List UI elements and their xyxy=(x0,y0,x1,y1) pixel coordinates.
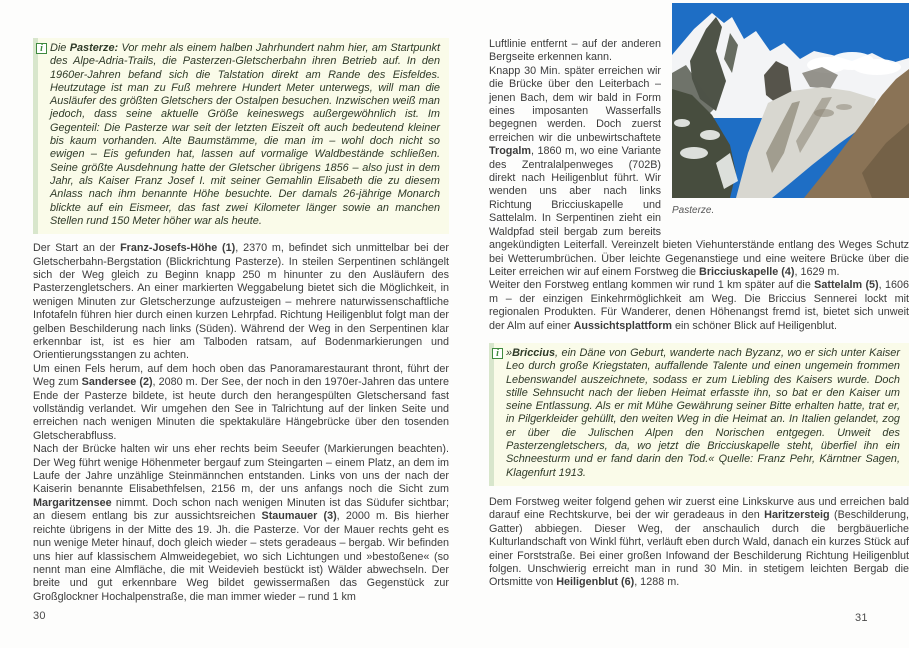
info-box-strip xyxy=(33,38,38,234)
pasterze-photo xyxy=(672,3,909,198)
page-number-left: 30 xyxy=(33,610,46,622)
paragraph-haritzersteig-heiligenblut: Dem Forstweg weiter folgend gehen wir zuerst eine Linkskurve aus und erreichen bald darauf eine Rechtskurve, bei der wir geradeaus in den Haritzersteig (Beschilderung, Gatter) abbiegen. Dieser Weg, der anschaulich durch die bergbäuerliche Kulturlandschaft von Winkl führt, verläuft eben durch Wald, danach ein kurzes Stück auf einer Forststraße. Bei einer großen Infowand der Beschilderung Richtung Heiligenblut folgen. Unschwierig erreicht man in rund 30 Min. in stetigem leichten Bergab die Ortsmitte von Heiligenblut (6), 1288 m. xyxy=(489,495,909,589)
info-box-pasterze-text: Die Pasterze: Vor mehr als einem halben Jahrhundert nahm hier, am Startpunkt des Alpe-Adria-Trails, die Pasterzen-Gletscherbahn ihren Betrieb auf. In den 1960er-Jahren befand sich die Talstation direkt am Rande des Eisfeldes. Heutzutage ist man zu Fuß mehrere Hundert Meter unterwegs, will man die Ausläufer des größten Gletschers der Ostalpen besuchen. Inzwischen weiß man jedoch, dass seine aktuelle Größe keineswegs außergewöhnlich ist. Im Gegenteil: Die Pasterze war seit der letzten Eiszeit oft auch bedeutend kleiner bis kaum vorhanden. Alte Baumstämme, die man im – wohl doch nicht so ewigen – Eis gefunden hat, lassen auf vormalige Waldbestände schließen. Seine größte Ausdehnung hatte der Gletscher übrigens 1856 – also just in dem Jahr, als Kaiser Franz Josef I. mit seiner Gemahlin Elisabeth die zu diesem Anlass nach ihm benannte Höhe besuchte. Der damals 26-jährige Monarch blickte auf ein Eismeer, das fast zwei Kilometer länger sowie an manchen Stellen rund 150 Meter höher war als heute. xyxy=(50,42,440,227)
page-number-right: 31 xyxy=(855,612,868,624)
paragraph-sattelalm: Weiter den Forstweg entlang kommen wir rund 1 km später auf die Sattelalm (5), 1606 m – der einzigen Einkehrmöglichkeit am Weg. Die Briccius Sennerei lockt mit regionalen Produkten. Für Wanderer, denen Höhenangst fremd ist, bietet sich unweit der Alm auf einer Aussichtsplattform ein schöner Blick auf Heiligenblut. xyxy=(489,279,909,332)
info-box-briccius xyxy=(489,343,909,486)
info-box-strip xyxy=(489,343,494,486)
paragraph-trogalm-bricciuskapelle: Knapp 30 Min. später erreichen wir die Brücke über den Leiterbach – jenen Bach, dem wir bald in Form eines imposanten Wasserfalls begegnen werden. Doch zuerst erreichen wir die unbewirtschaftete Trogalm, 1860 m, wo eine Variante des Zentralalpenweges (702B) direkt nach Heiligenblut führt. Wir wenden uns aber nach links Richtung Bricciuskapelle und Sattelalm. In Serpentinen zieht ein Waldpfad steil bergab zum bereits angekündigten Leiterfall. Vereinzelt bieten Viehunterstände entlang des Weges Schutz bei Wetterumbrüchen. Über leichte Gegenanstiege und eine weitere Brücke über die Leiter erreichen wir auf einem Forstweg die Bricciuskapelle (4), 1629 m. xyxy=(489,64,909,278)
info-box-briccius-text: »Briccius, ein Däne von Geburt, wanderte nach Byzanz, wo er sich unter Kaiser Leo durch große Kriegstaten, auffallende Talente und einen ungemein frommen Lebenswandel auszeichnete, sodass er zum Liebling des Kaisers wurde. Doch stille Sehnsucht nach der lieben Heimat erfasste ihn, so bat er den Kaiser um seine Entlassung. Als er mit Mühe Gewährung seiner Bitte erhalten hatte, trat er, in Pilgerkleider gehüllt, den weiten Weg in die Heimat an. In Italien gelandet, zog er über die Julischen Alpen den Norischen entgegen. Unweit des Pasterzengletschers, da, wo jetzt die Bricciuskapelle steht, überfiel ihn ein Schneesturm und er fand darin den Tod.« Quelle: Franz Pehr, Kärntner Sagen, Klagenfurt 1913. xyxy=(506,346,900,479)
page-30 xyxy=(33,38,449,604)
paragraph-franz-josefs-hoehe: Der Start an der Franz-Josefs-Höhe (1), 2370 m, befindet sich unmittelbar bei der Gletscherbahn-Bergstation (Blickrichtung Pasterze). In steilen Serpentinen schlängelt sich der Weg gleich zu Beginn knapp 250 m hinunter zu den Ausläufern des Pasterzengletschers. An einer markierten Weggabelung bietet sich die Möglichkeit, in wenigen Minuten zur Gletscherzunge aufzusteigen – mehrere naturwissenschaftliche Infotafeln führen hier durch einen kurzen Lehrpfad. Richtung Heiligenblut folgt man der gelben Beschilderung nach links (Süden). Während der Weg in den Serpentinen klar erkennbar ist, ist es hier am Talboden ratsam, auf Bodenmarkierungen und Orientierungsstangen zu achten. xyxy=(33,242,449,362)
info-icon: i xyxy=(492,348,503,359)
paragraph-sandersee: Um einen Fels herum, auf dem hoch oben das Panoramarestaurant thront, führt der Weg zum Sandersee (2), 2080 m. Der See, der noch in den 1970er-Jahren das untere Ende der Pasterze bildete, ist heute durch den herangespülten Gletschersand fast vollständig verlandet. Wir umgehen den See in Talrichtung auf der linken Seite und erreichen nach wenigen Minuten die spektakuläre Hängebrücke über den tosenden Gletscherabfluss. xyxy=(33,362,450,442)
paragraph-staumauer: Nach der Brücke halten wir uns eher rechts beim Seeufer (Markierungen beachten). Der Weg führt wenige Höhenmeter bergauf zum Steingarten – einem Platz, an dem im Laufe der Jahre unzählige Steinmännchen entstanden. Links von uns der nach der Kaiserin benannte Elisabethfelsen, 2156 m, der uns anfangs noch die Sicht zum Margaritzensee nimmt. Doch schon nach wenigen Minuten ist das Südufer sichtbar; an diesem entlang bis zur aussichtsreichen Staumauer (3), 2000 m. Bis hierher reichte übrigens in der Mitte des 19. Jh. die Pasterze. Vor der Mauer rechts geht es nun wenige Meter hinauf, doch gleich wieder – stets geradeaus – bergab. Wir befinden uns hier auf klassischem Almweidegebiet, wo sich Lichtungen und »bestoßene« (so nennt man eine Almfläche, die mit Weidevieh bestückt ist) Wälder abwechseln. Der breite und gut erkennbare Weg bildet gewissermaßen das Gegenstück zur Großglockner Hochalpenstraße, die man immer wieder – rund 1 km xyxy=(33,443,449,603)
paragraph-luftlinie: Luftlinie entfernt – auf der anderen Bergseite erkennen kann. xyxy=(489,38,661,64)
info-box-pasterze xyxy=(33,38,449,234)
pasterze-photo-block xyxy=(672,3,909,216)
page-31 xyxy=(489,3,909,590)
info-icon: i xyxy=(36,43,47,54)
photo-caption: Pasterze. xyxy=(672,205,715,216)
